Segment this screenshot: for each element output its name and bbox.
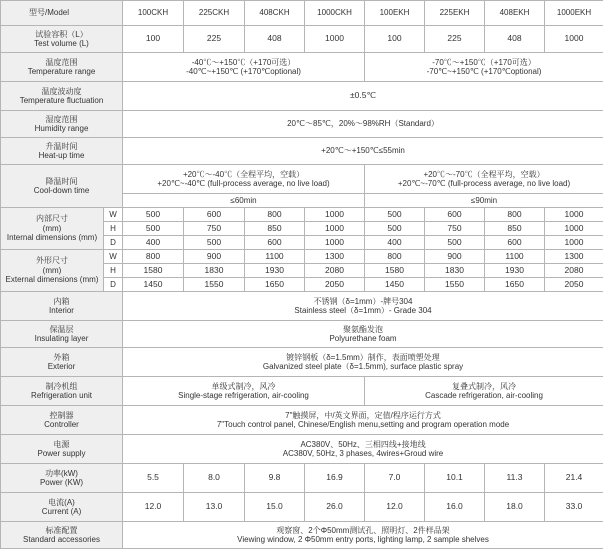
model-header: 408EKH [485, 1, 545, 26]
dim-value: 500 [123, 208, 184, 222]
cooldown-label-en: Cool-down time [2, 186, 121, 196]
exterior-label [1, 348, 123, 377]
interior-label-en: Interior [2, 306, 121, 316]
insulating-label [1, 321, 123, 348]
power-supply-value [123, 435, 603, 464]
dim-value: 1300 [545, 250, 603, 264]
power-supply-label [1, 435, 123, 464]
temp-range-ekh [365, 53, 603, 82]
controller-row [1, 406, 603, 435]
dim-value: 800 [365, 250, 425, 264]
internal-row-w [1, 208, 603, 222]
cooldown-ckh-time: ≤60min [123, 194, 365, 208]
temp-fluct-label-cn: 温度波动度 [2, 87, 121, 97]
refrigeration-ekh-cn: 复叠式制冷，风冷 [366, 382, 602, 391]
accessories-row [1, 522, 603, 549]
current-value: 12.0 [123, 493, 184, 522]
dim-value: 1100 [485, 250, 545, 264]
refrigeration-ekh-en: Cascade refrigeration, air-cooling [366, 391, 602, 400]
controller-label [1, 406, 123, 435]
volume-value: 408 [485, 26, 545, 53]
dim-value: 1000 [545, 208, 603, 222]
temp-range-label [1, 53, 123, 82]
accessories-value-cn: 观察窗、2个Φ50mm测试孔、照明灯、2件样品架 [124, 526, 602, 535]
humidity-row [1, 111, 603, 138]
dim-axis: D [104, 278, 123, 292]
power-label-cn: 功率(kW) [2, 469, 121, 479]
refrigeration-label [1, 377, 123, 406]
dim-value: 500 [365, 208, 425, 222]
accessories-label [1, 522, 123, 549]
dim-value: 1650 [245, 278, 305, 292]
exterior-value-cn: 镀锌钢板（δ=1.5mm）制作，表面喷塑处理 [124, 353, 602, 362]
dim-value: 500 [184, 236, 245, 250]
dim-value: 800 [485, 208, 545, 222]
refrigeration-ckh [123, 377, 365, 406]
power-row [1, 464, 603, 493]
power-supply-label-cn: 电源 [2, 440, 121, 450]
temp-range-ckh-en: -40℃~+150℃ (+170℃optional) [124, 67, 363, 76]
current-label-cn: 电流(A) [2, 498, 121, 508]
dim-value: 900 [425, 250, 485, 264]
dim-value: 1650 [485, 278, 545, 292]
exterior-value [123, 348, 603, 377]
heatup-label [1, 138, 123, 165]
cooldown-row [1, 165, 603, 194]
current-value: 33.0 [545, 493, 603, 522]
refrigeration-label-en: Refrigeration unit [2, 391, 121, 401]
controller-value-en: 7"Touch control panel, Chinese/English menu,setting and program operation mode [124, 420, 602, 429]
dim-value: 1000 [545, 236, 603, 250]
insulating-value [123, 321, 603, 348]
dim-value: 400 [365, 236, 425, 250]
dim-value: 1830 [425, 264, 485, 278]
dim-axis: D [104, 236, 123, 250]
dim-value: 850 [245, 222, 305, 236]
dim-axis: H [104, 264, 123, 278]
cooldown-ckh-en: +20℃~-40℃ (full-process average, no live load) [124, 179, 363, 188]
current-value: 15.0 [245, 493, 305, 522]
temp-fluct-row [1, 82, 603, 111]
controller-label-en: Controller [2, 420, 121, 430]
model-header: 100EKH [365, 1, 425, 26]
current-label-en: Current (A) [2, 507, 121, 517]
cooldown-label [1, 165, 123, 208]
dim-value: 1580 [123, 264, 184, 278]
temp-fluct-label-en: Temperature fluctuation [2, 96, 121, 106]
dim-value: 600 [245, 236, 305, 250]
model-header: 100CKH [123, 1, 184, 26]
dim-value: 1450 [123, 278, 184, 292]
power-value: 9.8 [245, 464, 305, 493]
controller-value [123, 406, 603, 435]
current-value: 16.0 [425, 493, 485, 522]
insulating-row [1, 321, 603, 348]
humidity-label-en: Humidity range [2, 124, 121, 134]
header-row [1, 1, 603, 26]
cooldown-ekh-en: +20℃~-70℃ (full-process average, no live load) [366, 179, 602, 188]
interior-value-en: Stainless steel（δ=1mm）- Grade 304 [124, 306, 602, 315]
power-value: 10.1 [425, 464, 485, 493]
temp-range-ckh-cn: -40℃～+150℃（+170可选） [124, 58, 363, 67]
dim-value: 2050 [305, 278, 365, 292]
current-label [1, 493, 123, 522]
interior-value-cn: 不锈钢（δ=1mm）-牌号304 [124, 297, 602, 306]
volume-label [1, 26, 123, 53]
insulating-label-cn: 保温层 [2, 325, 121, 335]
dim-value: 2080 [545, 264, 603, 278]
dim-value: 750 [184, 222, 245, 236]
volume-value: 1000 [545, 26, 603, 53]
internal-label [1, 208, 104, 250]
exterior-value-en: Galvanized steel plate（δ=1.5mm), surface plastic spray [124, 362, 602, 371]
dim-axis: W [104, 208, 123, 222]
dim-value: 1930 [245, 264, 305, 278]
power-supply-value-cn: AC380V、50Hz、三相四线+接地线 [124, 440, 602, 449]
internal-label-cn: 内部尺寸 [2, 214, 102, 224]
volume-value: 225 [425, 26, 485, 53]
interior-label [1, 292, 123, 321]
refrigeration-ckh-cn: 单级式制冷，风冷 [124, 382, 363, 391]
current-value: 18.0 [485, 493, 545, 522]
power-value: 8.0 [184, 464, 245, 493]
exterior-row [1, 348, 603, 377]
dim-axis: W [104, 250, 123, 264]
power-value: 16.9 [305, 464, 365, 493]
dim-value: 500 [123, 222, 184, 236]
dim-value: 900 [184, 250, 245, 264]
heatup-label-en: Heat-up time [2, 151, 121, 161]
interior-value [123, 292, 603, 321]
temp-fluct-label [1, 82, 123, 111]
external-label-unit: (mm) [2, 266, 102, 276]
external-label [1, 250, 104, 292]
refrigeration-ekh [365, 377, 603, 406]
dim-value: 600 [425, 208, 485, 222]
humidity-label [1, 111, 123, 138]
volume-row [1, 26, 603, 53]
temp-range-label-en: Temperature range [2, 67, 121, 77]
temp-range-ekh-cn: -70℃～+150℃（+170可选） [366, 58, 602, 67]
dim-value: 600 [184, 208, 245, 222]
temp-range-ckh [123, 53, 365, 82]
dim-value: 1300 [305, 250, 365, 264]
exterior-label-cn: 外箱 [2, 353, 121, 363]
power-value: 11.3 [485, 464, 545, 493]
dim-value: 1100 [245, 250, 305, 264]
external-label-en: External dimensions (mm) [2, 275, 102, 285]
accessories-value [123, 522, 603, 549]
heatup-label-cn: 升温时间 [2, 142, 121, 152]
dim-value: 1550 [184, 278, 245, 292]
power-supply-row [1, 435, 603, 464]
dim-value: 1000 [305, 208, 365, 222]
current-value: 26.0 [305, 493, 365, 522]
dim-value: 1000 [305, 236, 365, 250]
insulating-value-en: Polyurethane foam [124, 334, 602, 343]
power-supply-value-en: AC380V, 50Hz, 3 phases, 4wires+Groud wire [124, 449, 602, 458]
exterior-label-en: Exterior [2, 362, 121, 372]
volume-value: 1000 [305, 26, 365, 53]
power-value: 21.4 [545, 464, 603, 493]
insulating-value-cn: 聚氨酯发泡 [124, 325, 602, 334]
current-value: 12.0 [365, 493, 425, 522]
model-header: 225CKH [184, 1, 245, 26]
temp-range-ekh-en: -70℃~+150℃ (+170℃optional) [366, 67, 602, 76]
cooldown-ekh-cn: +20℃～-70℃（全程平均，空载） [366, 170, 602, 179]
heatup-row [1, 138, 603, 165]
accessories-value-en: Viewing window, 2 Φ50mm entry ports, lighting lamp, 2 sample shelves [124, 535, 602, 544]
humidity-label-cn: 湿度范围 [2, 115, 121, 125]
dim-value: 850 [485, 222, 545, 236]
interior-label-cn: 内箱 [2, 297, 121, 307]
power-supply-label-en: Power supply [2, 449, 121, 459]
temp-fluct-value: ±0.5℃ [123, 82, 603, 111]
dim-value: 800 [123, 250, 184, 264]
internal-label-en: Internal dimensions (mm) [2, 233, 102, 243]
temp-range-row [1, 53, 603, 82]
internal-label-unit: (mm) [2, 224, 102, 234]
cooldown-ekh [365, 165, 603, 194]
humidity-value: 20℃～85℃，20%～98%RH（Standard） [123, 111, 603, 138]
model-header: 225EKH [425, 1, 485, 26]
model-header: 408CKH [245, 1, 305, 26]
current-value: 13.0 [184, 493, 245, 522]
volume-value: 100 [123, 26, 184, 53]
volume-label-en: Test volume (L) [2, 39, 121, 49]
refrigeration-label-cn: 制冷机组 [2, 382, 121, 392]
refrigeration-row [1, 377, 603, 406]
accessories-label-en: Standard accessories [2, 535, 121, 545]
power-value: 5.5 [123, 464, 184, 493]
power-label [1, 464, 123, 493]
accessories-label-cn: 标准配置 [2, 526, 121, 536]
dim-value: 500 [425, 236, 485, 250]
dim-value: 1450 [365, 278, 425, 292]
insulating-label-en: Insulating layer [2, 334, 121, 344]
cooldown-label-cn: 降温时间 [2, 177, 121, 187]
current-row [1, 493, 603, 522]
controller-value-cn: 7"触摸屏，中/英文界面，定值/程序运行方式 [124, 411, 602, 420]
cooldown-ckh [123, 165, 365, 194]
dim-value: 1930 [485, 264, 545, 278]
dim-value: 1830 [184, 264, 245, 278]
dim-value: 1000 [545, 222, 603, 236]
dim-axis: H [104, 222, 123, 236]
dim-value: 800 [245, 208, 305, 222]
volume-label-cn: 试验容积（L） [2, 30, 121, 40]
external-label-cn: 外形尺寸 [2, 256, 102, 266]
power-value: 7.0 [365, 464, 425, 493]
refrigeration-ckh-en: Single-stage refrigeration, air-cooling [124, 391, 363, 400]
cooldown-ekh-time: ≤90min [365, 194, 603, 208]
controller-label-cn: 控制器 [2, 411, 121, 421]
cooldown-ckh-cn: +20℃～-40℃（全程平均，空载） [124, 170, 363, 179]
volume-value: 100 [365, 26, 425, 53]
dim-value: 400 [123, 236, 184, 250]
model-label: 型号/Model [1, 1, 123, 26]
model-header: 1000CKH [305, 1, 365, 26]
dim-value: 1580 [365, 264, 425, 278]
interior-row [1, 292, 603, 321]
dim-value: 2050 [545, 278, 603, 292]
temp-range-label-cn: 温度范围 [2, 58, 121, 68]
dim-value: 600 [485, 236, 545, 250]
model-header: 1000EKH [545, 1, 603, 26]
dim-value: 2080 [305, 264, 365, 278]
dim-value: 1550 [425, 278, 485, 292]
heatup-value: +20℃～+150℃≤55min [123, 138, 603, 165]
power-label-en: Power (KW) [2, 478, 121, 488]
dim-value: 750 [425, 222, 485, 236]
external-row-w [1, 250, 603, 264]
dim-value: 500 [365, 222, 425, 236]
volume-value: 408 [245, 26, 305, 53]
volume-value: 225 [184, 26, 245, 53]
dim-value: 1000 [305, 222, 365, 236]
